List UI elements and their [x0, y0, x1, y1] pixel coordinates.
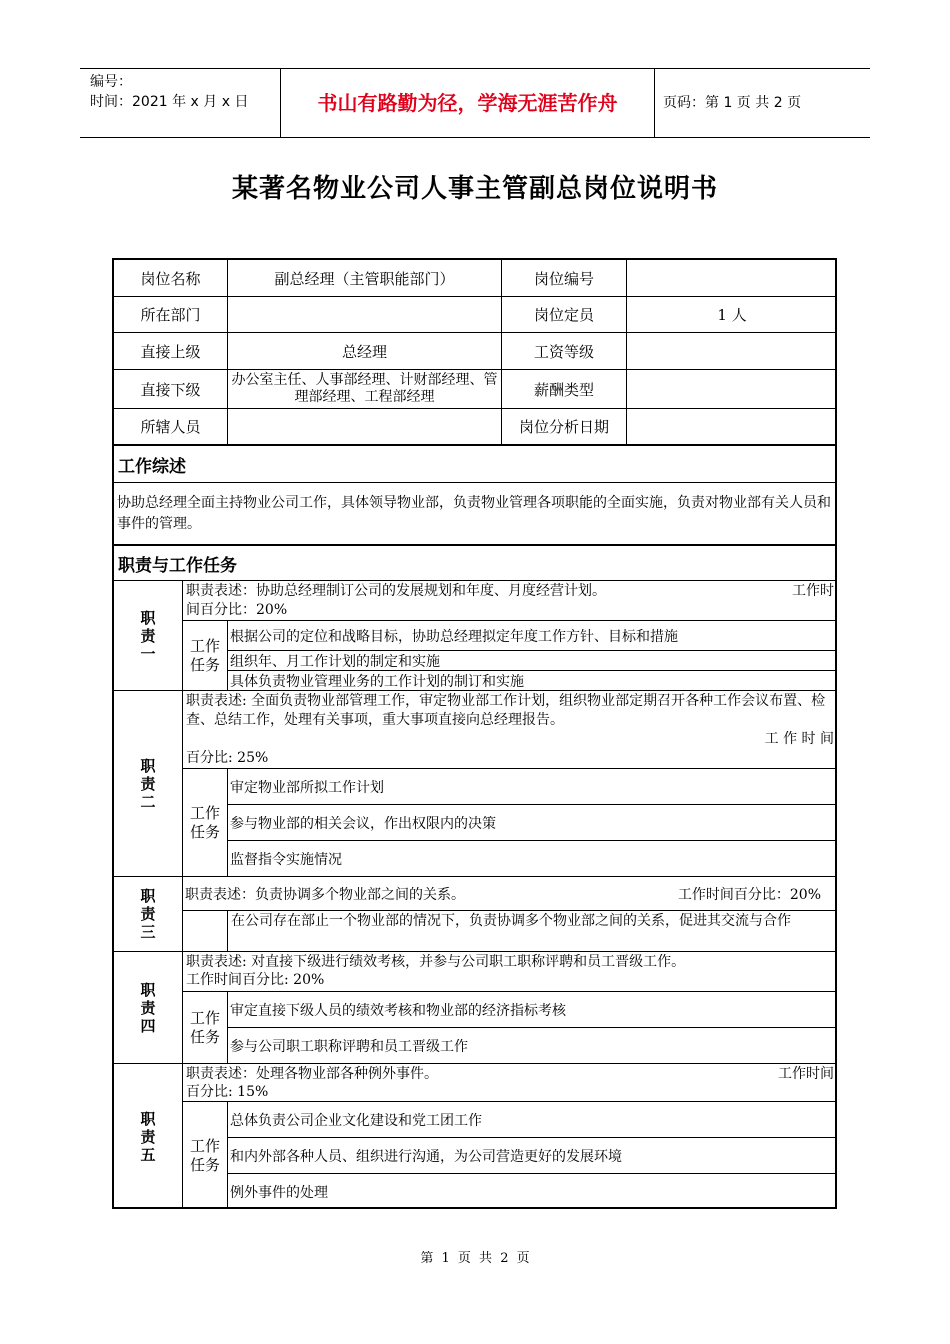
dept-label: 所在部门 [114, 296, 227, 332]
staff-label: 所辖人员 [114, 408, 227, 444]
duties-heading: 职责与工作任务 [114, 544, 837, 580]
duty-label: 职 责 五 [114, 1063, 182, 1209]
staff-value [227, 408, 501, 444]
job-code-value [626, 260, 837, 296]
summary-heading: 工作综述 [114, 444, 837, 482]
task-item: 和内外部各种人员、组织进行沟通，为公司营造更好的发展环境 [227, 1137, 837, 1173]
page-header [80, 68, 870, 138]
summary-text: 协助总经理全面主持物业公司工作，具体领导物业部，负责物业管理各项职能的全面实施，负责对物业部有关人员和事件的管理。 [114, 482, 837, 544]
subordinate-label: 直接下级 [114, 369, 227, 408]
job-name-value: 副总经理（主管职能部门） [227, 260, 501, 296]
duty-statement: 职责表述: 对直接下级进行绩效考核，并参与公司职工职称评聘和员工晋级工作。 工作时间百分比: 20% [182, 951, 837, 991]
grade-label: 工资等级 [501, 332, 626, 369]
header-meta [80, 69, 280, 137]
quota-label: 岗位定员 [501, 296, 626, 332]
grade-value [626, 332, 837, 369]
pay-type-value [626, 369, 837, 408]
task-label: 工作 任务 [182, 768, 227, 876]
task-label: 工作 任务 [182, 991, 227, 1063]
page-indicator: 页码：第 1 页 共 2 页 [663, 95, 802, 111]
task-item: 在公司存在部止一个物业部的情况下，负责协调多个物业部之间的关系，促进其交流与合作 [227, 910, 837, 951]
date-label: 时间：2021 年 x 月 x 日 [90, 94, 249, 110]
task-item: 参与物业部的相关会议，作出权限内的决策 [227, 804, 837, 840]
task-item: 组织年、月工作计划的制定和实施 [227, 650, 837, 670]
analysis-date-value [626, 408, 837, 444]
duty-statement: 职责表述: 全面负责物业部管理工作，审定物业部工作计划，组织物业部定期召开各种工作会议布置、检查、总结工作，处理有关事项，重大事项直接向总经理报告。 工 作 时 间 百分比: 25% [182, 690, 837, 768]
task-item: 监督指令实施情况 [227, 840, 837, 876]
task-item: 总体负责公司企业文化建设和党工团工作 [227, 1101, 837, 1137]
code-label: 编号： [90, 74, 132, 90]
subordinate-value: 办公室主任、人事部经理、计财部经理、管理部经理、工程部经理 [227, 369, 501, 408]
task-item: 例外事件的处理 [227, 1173, 837, 1209]
duty-statement: 职责表述：负责协调多个物业部之间的关系。 工作时间百分比：20% [182, 876, 837, 910]
job-code-label: 岗位编号 [501, 260, 626, 296]
task-label: 工作 任务 [182, 1101, 227, 1209]
duty-label: 职 责 二 [114, 690, 182, 876]
page-footer: 第 1 页 共 2 页 [420, 1251, 530, 1266]
job-name-label: 岗位名称 [140, 269, 201, 288]
job-description-form [112, 258, 837, 1209]
task-item: 审定直接下级人员的绩效考核和物业部的经济指标考核 [227, 991, 837, 1027]
dept-value [227, 296, 501, 332]
duty-statement: 职责表述：协助总经理制订公司的发展规划和年度、月度经营计划。 工作时 间百分比：20% [182, 580, 837, 620]
analysis-date-label: 岗位分析日期 [501, 408, 626, 444]
task-item: 根据公司的定位和战略目标，协助总经理拟定年度工作方针、目标和措施 [227, 620, 837, 650]
duty-label: 职 责 三 [114, 876, 182, 951]
page-title: 某著名物业公司人事主管副总岗位说明书 [231, 174, 718, 204]
task-label: 工作 任务 [182, 620, 227, 690]
pay-type-label: 薪酬类型 [501, 369, 626, 408]
task-item: 参与公司职工职称评聘和员工晋级工作 [227, 1027, 837, 1063]
duty-label: 职 责 一 [114, 580, 182, 690]
task-item: 审定物业部所拟工作计划 [227, 768, 837, 804]
task-item: 具体负责物业管理业务的工作计划的制订和实施 [227, 670, 837, 690]
superior-value: 总经理 [227, 332, 501, 369]
motto: 书山有路勤为径，学海无涯苦作舟 [280, 69, 655, 137]
superior-label: 直接上级 [114, 332, 227, 369]
duty-label: 职 责 四 [114, 951, 182, 1063]
duty-statement: 职责表述：处理各物业部各种例外事件。 工作时间 百分比: 15% [182, 1063, 837, 1101]
quota-value: 1 人 [626, 296, 837, 332]
task-label-empty [182, 910, 227, 951]
